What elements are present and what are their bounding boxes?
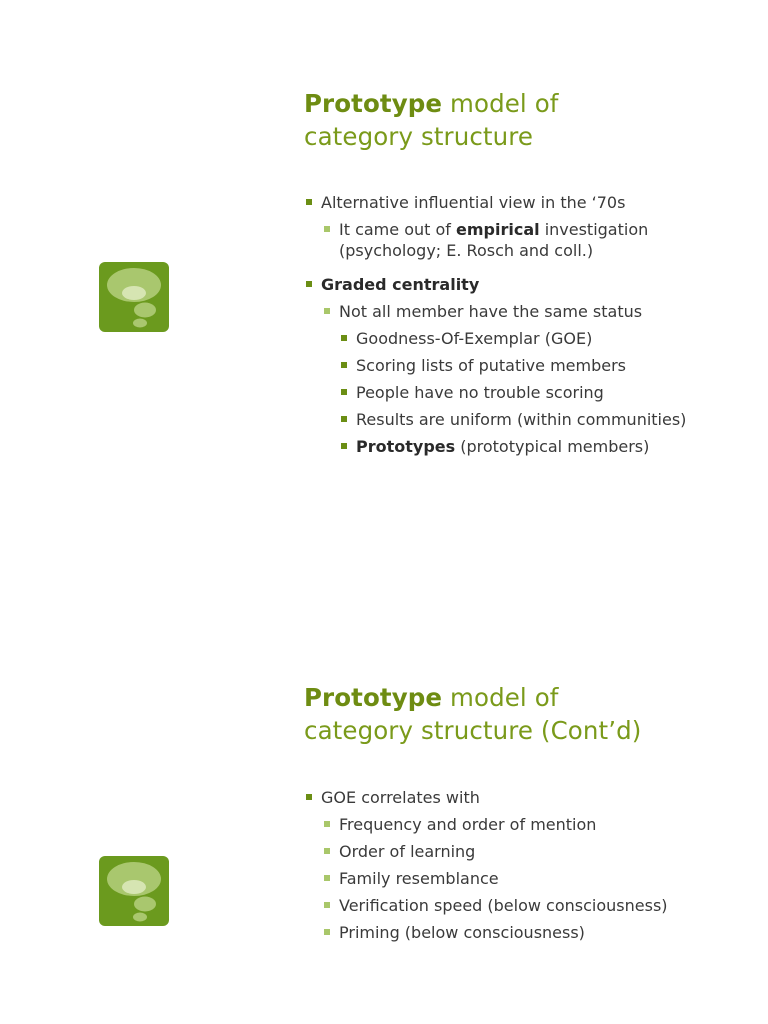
bullet-text: Goodness-Of-Exemplar (GOE): [356, 329, 593, 348]
slide-title: [304, 681, 641, 747]
slide-2: [0, 595, 768, 1015]
title-line-2: category structure: [304, 122, 534, 151]
bullet-text: Scoring lists of putative members: [356, 356, 626, 375]
list-item: [304, 436, 686, 457]
title-rest: model of: [450, 89, 559, 118]
bullet-list: [304, 192, 686, 457]
list-item: [304, 895, 668, 916]
bullet-text: Frequency and order of mention: [339, 815, 597, 834]
list-item: [304, 814, 668, 835]
title-bold: Prototype: [304, 89, 443, 118]
bullet-bold-text: Prototypes: [356, 437, 456, 456]
bullet-text: Results are uniform (within communities): [356, 410, 687, 429]
slide-title: [304, 87, 559, 153]
bullet-text: GOE correlates with: [321, 788, 480, 807]
list-item: [304, 192, 686, 213]
list-item: [304, 301, 686, 322]
title-line-2: category structure (Cont’d): [304, 716, 642, 745]
bullet-bold-text: empirical: [456, 220, 540, 239]
bullet-text: (prototypical members): [455, 437, 650, 456]
slide-1: [0, 0, 768, 500]
bullet-text: People have no trouble scoring: [356, 383, 604, 402]
thought-bubble-icon: [99, 856, 169, 926]
list-item: [304, 382, 686, 403]
bullet-text: Not all member have the same status: [339, 302, 643, 321]
list-item: [304, 868, 668, 889]
list-item: [304, 355, 686, 376]
list-item: [304, 841, 668, 862]
bullet-text: Order of learning: [339, 842, 476, 861]
bullet-list: [304, 787, 668, 943]
bullet-text: investigation: [539, 220, 649, 239]
bullet-text: Priming (below consciousness): [339, 923, 585, 942]
thought-bubble-icon: [99, 262, 169, 332]
title-rest: model of: [450, 683, 559, 712]
list-item: [304, 274, 686, 295]
list-item: [304, 787, 668, 808]
list-item: [304, 922, 668, 943]
bullet-text: Verification speed (below consciousness): [339, 896, 668, 915]
list-item: [304, 409, 686, 430]
list-item: [304, 328, 686, 349]
title-bold: Prototype: [304, 683, 443, 712]
bullet-text: Family resemblance: [339, 869, 499, 888]
bullet-bold-text: Graded centrality: [321, 275, 480, 294]
bullet-text: It came out of: [339, 220, 456, 239]
list-item: [304, 219, 686, 261]
bullet-text: (psychology; E. Rosch and coll.): [339, 241, 594, 260]
bullet-text: Alternative influential view in the ‘70s: [321, 193, 626, 212]
